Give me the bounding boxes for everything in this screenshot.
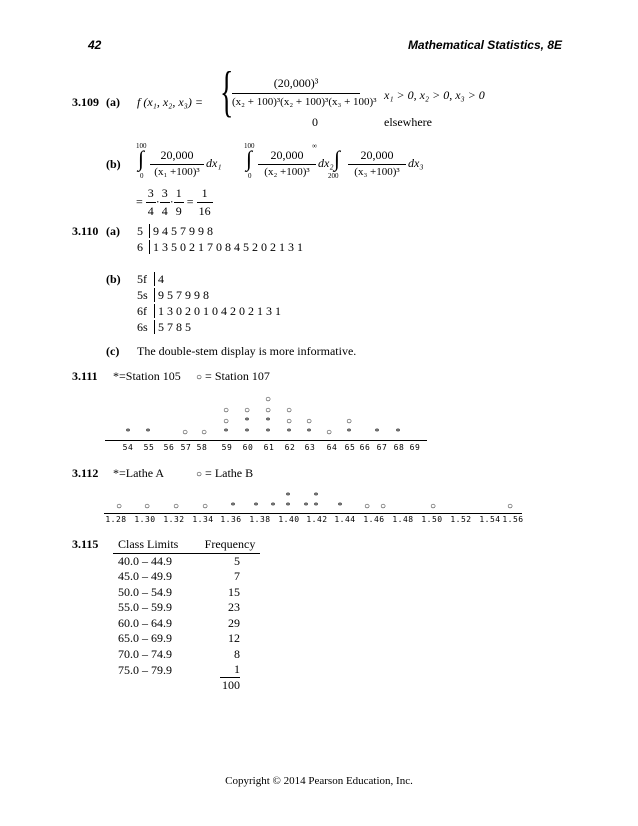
int2-lower: 0 bbox=[248, 172, 252, 180]
part-a-label: (a) bbox=[106, 95, 120, 109]
table-row bbox=[113, 662, 260, 678]
star-icon: * bbox=[223, 427, 229, 438]
stem-row bbox=[137, 320, 281, 336]
stem-row bbox=[137, 224, 303, 240]
stem-row bbox=[137, 240, 303, 256]
table-row bbox=[113, 553, 260, 569]
int3-lower: 200 bbox=[328, 172, 339, 180]
star-icon: * bbox=[230, 501, 236, 512]
circle-icon: ○ bbox=[222, 416, 230, 427]
circle-icon: ○ bbox=[325, 427, 333, 438]
star-icon: * bbox=[244, 427, 250, 438]
star-icon: * bbox=[313, 491, 319, 502]
int1-dx: dx₁ bbox=[206, 156, 222, 170]
star-icon: * bbox=[374, 427, 380, 438]
part-b-label: (b) bbox=[106, 157, 121, 171]
circle-icon: ○ bbox=[243, 405, 251, 416]
tick-label: 1.36 bbox=[220, 515, 242, 524]
total-value: 100 bbox=[222, 678, 240, 693]
star-icon: * bbox=[313, 501, 319, 512]
int1-bar bbox=[150, 164, 204, 165]
tick-label: 1.50 bbox=[421, 515, 443, 524]
class-limits-cell: 75.0 – 79.9 bbox=[118, 662, 172, 677]
star-icon: * bbox=[145, 427, 151, 438]
integral-sign-1: ∫ bbox=[138, 146, 145, 171]
problem-number-3109: 3.109 bbox=[72, 95, 99, 109]
col-header-class: Class Limits bbox=[118, 537, 179, 552]
tick-label: 58 bbox=[196, 443, 208, 452]
stem: 5s bbox=[137, 288, 148, 302]
frequency-value: 23 bbox=[228, 600, 240, 615]
book-title: Mathematical Statistics, 8E bbox=[407, 38, 562, 52]
int3-numerator: 20,000 bbox=[360, 148, 394, 162]
leaves: 5 7 8 5 bbox=[154, 320, 191, 334]
tick-label: 1.34 bbox=[192, 515, 214, 524]
legend-circle-3112 bbox=[196, 466, 253, 481]
frequency-cell bbox=[200, 647, 260, 663]
star-icon: * bbox=[395, 427, 401, 438]
tick-label: 1.56 bbox=[502, 515, 524, 524]
part-b-label-3110: (b) bbox=[106, 272, 121, 286]
circle-icon: ○ bbox=[196, 469, 203, 480]
star-icon: * bbox=[303, 501, 309, 512]
int2-denominator: (x₂ +100)³ bbox=[264, 166, 310, 178]
tick-label: 1.44 bbox=[334, 515, 356, 524]
frequency-cell bbox=[200, 616, 260, 632]
f2-num: 3 bbox=[160, 186, 170, 203]
tick-label: 64 bbox=[326, 443, 338, 452]
stem-leaf-b bbox=[137, 272, 281, 336]
equals-sign-1: = bbox=[136, 194, 143, 209]
class-limits-cell: 45.0 – 49.9 bbox=[118, 569, 172, 584]
star-icon: * bbox=[244, 416, 250, 427]
class-limits-cell: 40.0 – 44.9 bbox=[118, 553, 172, 568]
tick-label: 55 bbox=[143, 443, 155, 452]
frequency-value: 1 bbox=[220, 662, 240, 678]
leaves: 1 3 0 2 0 1 0 4 2 0 2 1 3 1 bbox=[154, 304, 281, 318]
f1-den: 4 bbox=[147, 204, 154, 218]
blank-cell bbox=[113, 678, 200, 694]
legend-circle-label: = Lathe B bbox=[205, 466, 254, 480]
tick-label: 63 bbox=[304, 443, 316, 452]
problem-number-3111: 3.111 bbox=[72, 369, 98, 383]
circle-icon: ○ bbox=[264, 394, 272, 405]
star-icon: * bbox=[253, 501, 259, 512]
table-row bbox=[113, 616, 260, 632]
star-icon: * bbox=[286, 427, 292, 438]
tick-label: 54 bbox=[122, 443, 134, 452]
legend-star-3112: *=Lathe A bbox=[113, 466, 165, 480]
tick-label: 65 bbox=[344, 443, 356, 452]
table-row bbox=[113, 569, 260, 585]
copyright: Copyright © 2014 Pearson Education, Inc. bbox=[225, 775, 413, 787]
int3-bar bbox=[348, 164, 406, 165]
stem-row bbox=[137, 272, 281, 288]
frequency-value: 5 bbox=[234, 553, 240, 568]
star-icon: * bbox=[285, 491, 291, 502]
tick-label: 57 bbox=[180, 443, 192, 452]
tick-label: 1.52 bbox=[450, 515, 472, 524]
tick-label: 68 bbox=[393, 443, 405, 452]
tick-label: 1.32 bbox=[163, 515, 185, 524]
circle-icon: ○ bbox=[429, 501, 437, 512]
frequency-value: 8 bbox=[234, 646, 240, 661]
tick-label: 60 bbox=[242, 443, 254, 452]
table-row bbox=[113, 585, 260, 601]
stem-leaf-a bbox=[137, 224, 303, 256]
tick-label: 1.28 bbox=[105, 515, 127, 524]
f2-den: 4 bbox=[161, 204, 168, 218]
star-icon: * bbox=[265, 416, 271, 427]
circle-icon: ○ bbox=[196, 372, 203, 383]
stem-row bbox=[137, 304, 281, 320]
fraction-2 bbox=[160, 186, 170, 219]
class-limits-cell: 60.0 – 64.9 bbox=[118, 615, 172, 630]
tick-label: 62 bbox=[284, 443, 296, 452]
star-icon: * bbox=[306, 427, 312, 438]
star-icon: * bbox=[285, 501, 291, 512]
fraction-3 bbox=[174, 186, 184, 219]
circle-icon: ○ bbox=[285, 416, 293, 427]
tick-label: 1.40 bbox=[278, 515, 300, 524]
case2-condition: elsewhere bbox=[384, 115, 432, 129]
tick-label: 1.46 bbox=[363, 515, 385, 524]
circle-icon: ○ bbox=[305, 416, 313, 427]
class-limits-cell: 55.0 – 59.9 bbox=[118, 600, 172, 615]
left-brace: { bbox=[220, 61, 234, 123]
class-limits-cell: 70.0 – 74.9 bbox=[118, 646, 172, 661]
circle-icon: ○ bbox=[200, 427, 208, 438]
int3-dx: dx₃ bbox=[408, 156, 424, 170]
part-c-label-3110: (c) bbox=[106, 344, 120, 358]
frequency-cell bbox=[200, 585, 260, 601]
frequency-cell bbox=[200, 569, 260, 585]
case1-denominator: (x₂ + 100)³(x₂ + 100)³(x₃ + 100)³ bbox=[232, 96, 377, 108]
leaves: 9 4 5 7 9 9 8 bbox=[149, 224, 213, 238]
circle-icon: ○ bbox=[363, 501, 371, 512]
triple-integral bbox=[136, 142, 436, 182]
total-cell bbox=[200, 678, 260, 694]
star-icon: * bbox=[337, 501, 343, 512]
tick-label: 56 bbox=[163, 443, 175, 452]
tick-label: 1.48 bbox=[392, 515, 414, 524]
equals-sign-2: = bbox=[186, 194, 194, 209]
stem: 5 bbox=[137, 224, 143, 238]
int2-bar bbox=[258, 164, 316, 165]
tick-label: 67 bbox=[376, 443, 388, 452]
frequency-value: 15 bbox=[228, 584, 240, 599]
int1-upper: 100 bbox=[136, 142, 147, 150]
circle-icon: ○ bbox=[379, 501, 387, 512]
frequency-cell bbox=[200, 631, 260, 647]
star-icon: * bbox=[346, 427, 352, 438]
freq-table bbox=[113, 537, 260, 694]
class-limits-cell: 65.0 – 69.9 bbox=[118, 631, 172, 646]
star-icon: * bbox=[265, 427, 271, 438]
problem-number-3115: 3.115 bbox=[72, 537, 99, 551]
tick-label: 1.54 bbox=[479, 515, 501, 524]
dot-2: · bbox=[169, 194, 174, 209]
circle-icon: ○ bbox=[115, 501, 123, 512]
col-header-frequency: Frequency bbox=[204, 537, 256, 552]
leaves: 1 3 5 0 2 1 7 0 8 4 5 2 0 2 1 3 1 bbox=[149, 240, 303, 254]
f1-num: 3 bbox=[146, 186, 156, 203]
fraction-result bbox=[197, 186, 213, 219]
legend-star-3111: *=Station 105 bbox=[113, 369, 181, 383]
circle-icon: ○ bbox=[345, 416, 353, 427]
case1-fraction-bar bbox=[232, 93, 360, 94]
tick-label: 1.42 bbox=[306, 515, 328, 524]
stem: 6s bbox=[137, 320, 148, 334]
integral-sign-2: ∫ bbox=[246, 146, 253, 171]
stem-row bbox=[137, 288, 281, 304]
integral-sign-3: ∫ bbox=[334, 146, 341, 171]
legend-circle-3111 bbox=[196, 369, 270, 384]
f3-num: 1 bbox=[174, 186, 184, 203]
circle-icon: ○ bbox=[181, 427, 189, 438]
product-result bbox=[136, 186, 213, 219]
circle-icon: ○ bbox=[201, 501, 209, 512]
f4-den: 16 bbox=[198, 204, 211, 218]
case2-value: 0 bbox=[312, 115, 318, 129]
circle-icon: ○ bbox=[285, 405, 293, 416]
frequency-value: 12 bbox=[228, 631, 240, 646]
stem: 5f bbox=[137, 272, 147, 286]
tick-label: 66 bbox=[359, 443, 371, 452]
f4-num: 1 bbox=[197, 186, 213, 203]
int1-denominator: (x₁ +100)³ bbox=[154, 166, 200, 178]
dot-1: · bbox=[155, 194, 160, 209]
table-row bbox=[113, 631, 260, 647]
legend-circle-label: = Station 107 bbox=[205, 369, 270, 383]
circle-icon: ○ bbox=[172, 501, 180, 512]
table-row bbox=[113, 600, 260, 616]
problem-number-3110: 3.110 bbox=[72, 224, 99, 238]
tick-label: 1.38 bbox=[249, 515, 271, 524]
f3-den: 9 bbox=[175, 204, 182, 218]
int3-denominator: (x₃ +100)³ bbox=[354, 166, 400, 178]
case1-condition: x₁ > 0, x₂ > 0, x₃ > 0 bbox=[384, 88, 485, 102]
int2-dx: dx₂ bbox=[318, 156, 334, 170]
problem-number-3112: 3.112 bbox=[72, 466, 99, 480]
tick-label: 59 bbox=[221, 443, 233, 452]
case1-numerator: (20,000)³ bbox=[273, 76, 319, 90]
frequency-cell bbox=[200, 662, 260, 678]
int1-numerator: 20,000 bbox=[160, 148, 194, 162]
circle-icon: ○ bbox=[143, 501, 151, 512]
star-icon: * bbox=[125, 427, 131, 438]
frequency-table bbox=[113, 537, 260, 694]
circle-icon: ○ bbox=[264, 405, 272, 416]
leaves: 4 bbox=[154, 272, 164, 286]
frequency-cell bbox=[200, 553, 260, 569]
table-row bbox=[113, 647, 260, 663]
tick-label: 61 bbox=[263, 443, 275, 452]
pdf-lhs: f (x₁, x₂, x₃) = bbox=[137, 95, 203, 109]
fraction-1 bbox=[146, 186, 156, 219]
int2-upper: 100 bbox=[244, 142, 255, 150]
axis-line bbox=[105, 440, 427, 441]
int1-lower: 0 bbox=[140, 172, 144, 180]
frequency-value: 29 bbox=[228, 615, 240, 630]
part-c-text: The double-stem display is more informative. bbox=[137, 344, 357, 358]
int2-numerator: 20,000 bbox=[270, 148, 304, 162]
stem: 6 bbox=[137, 240, 143, 254]
frequency-value: 7 bbox=[234, 569, 240, 584]
axis-line bbox=[104, 513, 522, 514]
star-icon: * bbox=[270, 501, 276, 512]
tick-label: 1.30 bbox=[134, 515, 156, 524]
part-a-label-3110: (a) bbox=[106, 224, 120, 238]
table-total-row bbox=[113, 678, 260, 694]
circle-icon: ○ bbox=[506, 501, 514, 512]
circle-icon: ○ bbox=[222, 405, 230, 416]
int3-upper: ∞ bbox=[312, 142, 317, 150]
class-limits-cell: 50.0 – 54.9 bbox=[118, 584, 172, 599]
frequency-cell bbox=[200, 600, 260, 616]
stem: 6f bbox=[137, 304, 147, 318]
table-header-row bbox=[113, 537, 260, 553]
leaves: 9 5 7 9 9 8 bbox=[154, 288, 209, 302]
tick-label: 69 bbox=[409, 443, 421, 452]
page-number: 42 bbox=[88, 38, 102, 52]
